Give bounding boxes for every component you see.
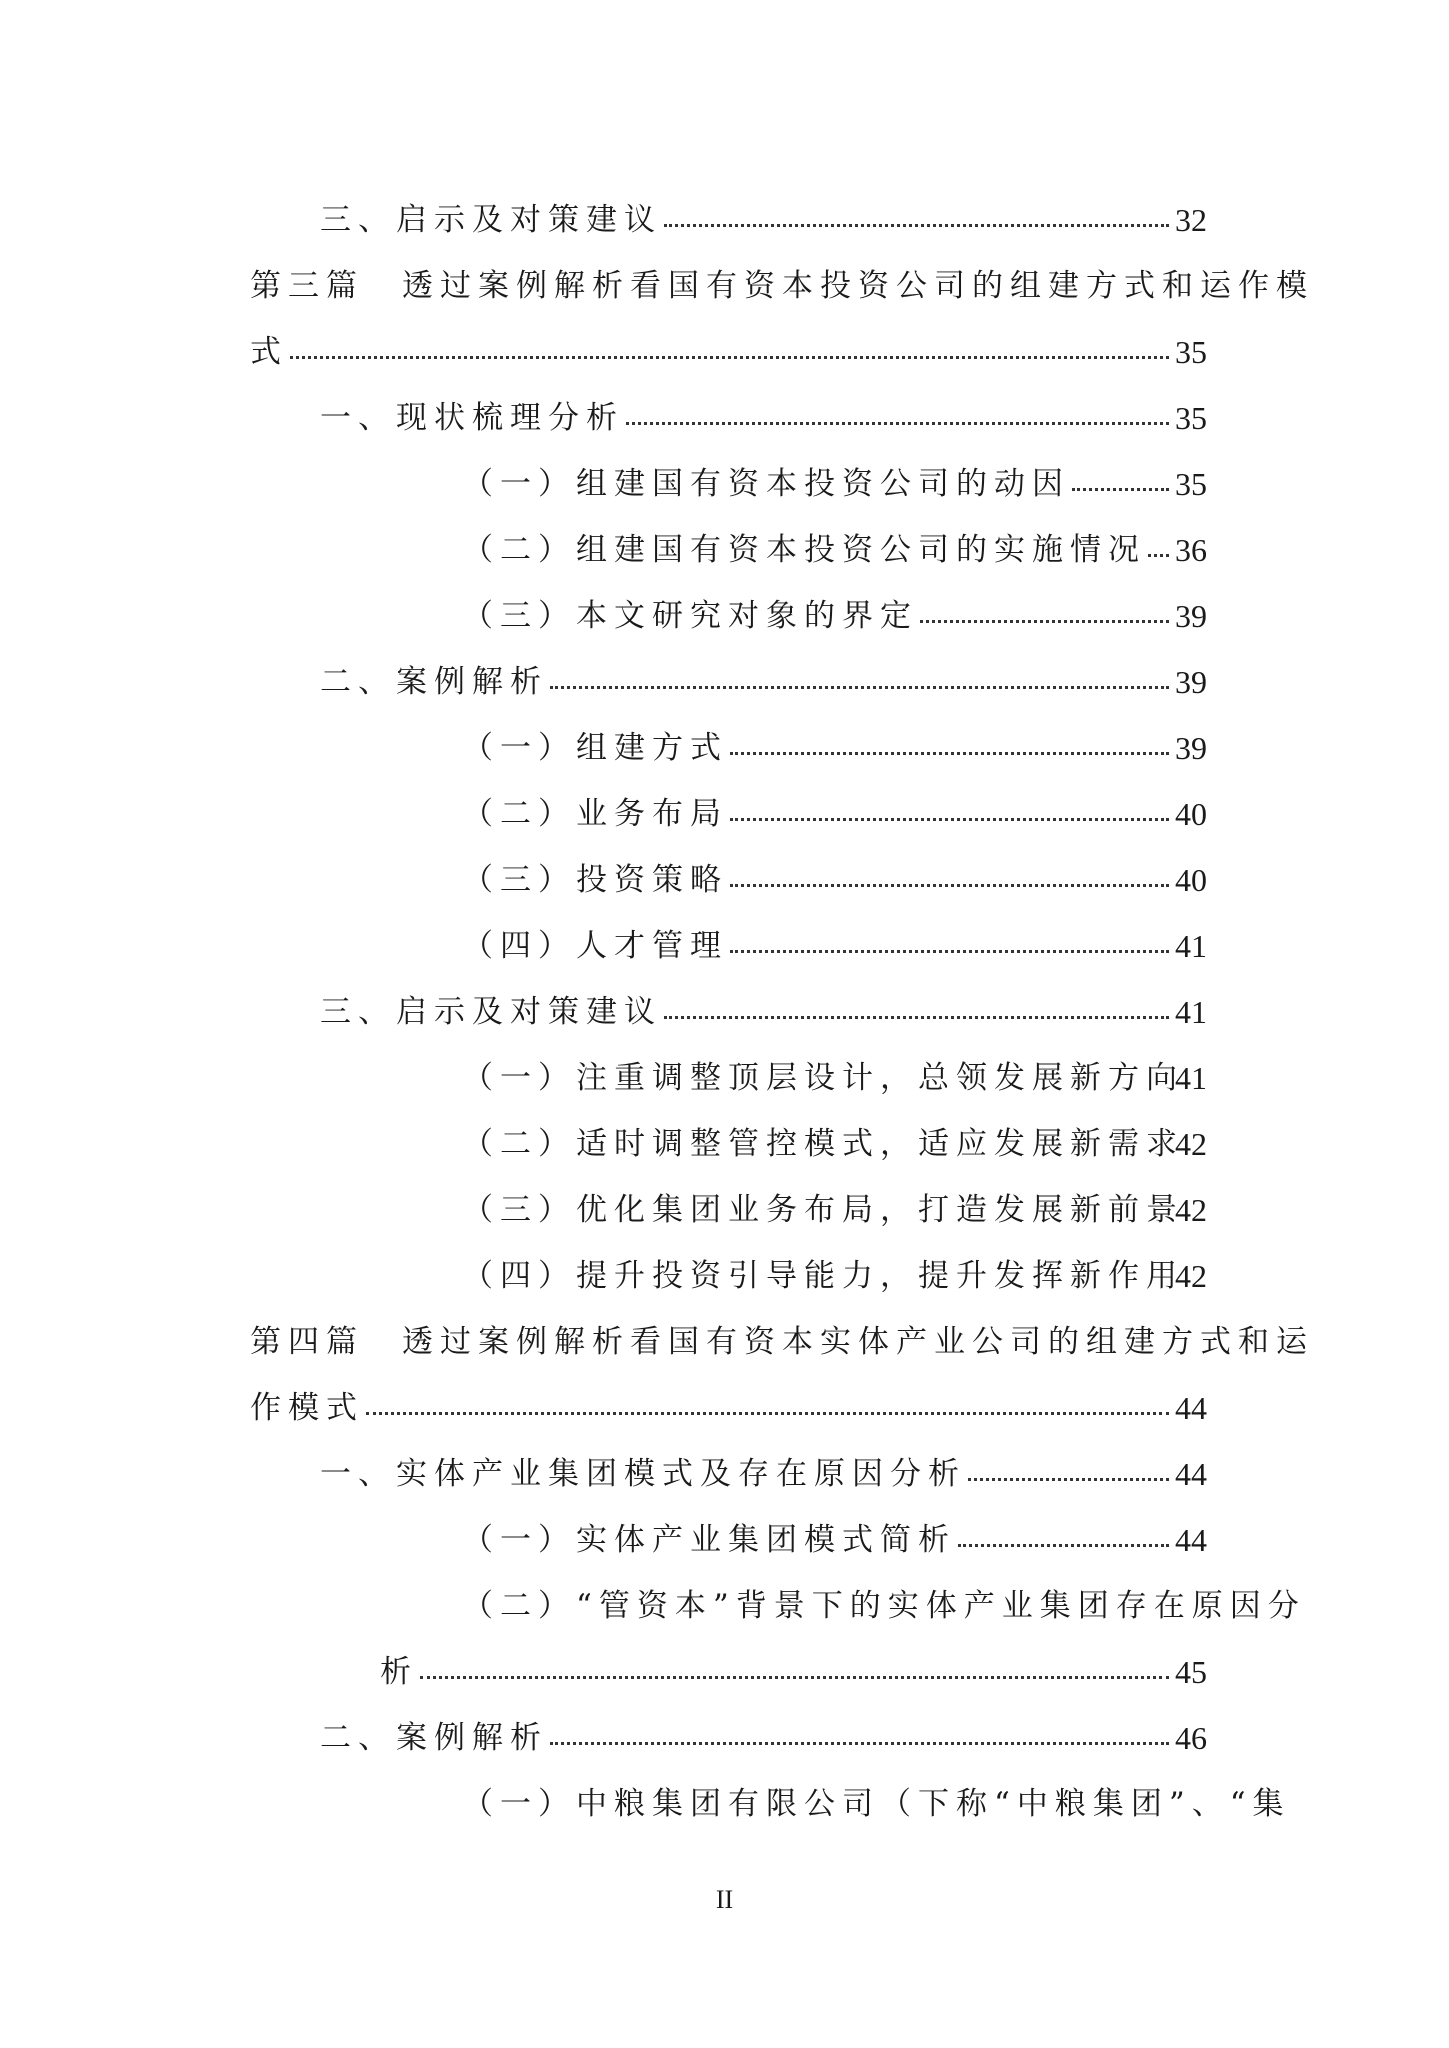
toc-page-number: 44 [1175, 1522, 1207, 1558]
toc-entry-title: （四）提升投资引导能力，提升发挥新作用 [462, 1258, 1184, 1294]
toc-dot-leader [550, 686, 1169, 689]
toc-entry[interactable] [0, 1642, 1449, 1702]
toc-entry[interactable] [0, 1180, 1449, 1240]
toc-entry-title: （二）适时调整管控模式，适应发展新需求 [462, 1126, 1184, 1162]
toc-entry[interactable] [0, 1312, 1449, 1372]
toc-entry-title: 二、案例解析 [320, 1720, 548, 1756]
toc-entry-title: 第四篇 透过案例解析看国有资本实体产业公司的组建方式和运 [250, 1324, 1314, 1360]
toc-page-number: 42 [1175, 1192, 1207, 1228]
toc-dot-leader [366, 1412, 1169, 1415]
toc-page-number: 40 [1175, 796, 1207, 832]
toc-dot-leader [664, 224, 1169, 227]
toc-dot-leader [1148, 554, 1169, 557]
toc-entry-title: （一）组建国有资本投资公司的动因 [462, 466, 1070, 502]
toc-entry[interactable] [0, 1114, 1449, 1174]
toc-dot-leader [626, 422, 1169, 425]
toc-page-number: 45 [1175, 1654, 1207, 1690]
toc-page-number: 36 [1175, 532, 1207, 568]
toc-entry-title: （四）人才管理 [462, 928, 728, 964]
toc-entry-title: （二）组建国有资本投资公司的实施情况 [462, 532, 1146, 568]
toc-page-number: 42 [1175, 1258, 1207, 1294]
toc-entry-title: 一、现状梳理分析 [320, 400, 624, 436]
toc-entry-title: （一）中粮集团有限公司（下称“中粮集团”、“集 [462, 1786, 1291, 1822]
toc-entry-title: 一、实体产业集团模式及存在原因分析 [320, 1456, 966, 1492]
toc-entry[interactable] [0, 916, 1449, 976]
toc-page-number: 46 [1175, 1720, 1207, 1756]
toc-entry[interactable] [0, 520, 1449, 580]
toc-entry[interactable] [0, 1048, 1449, 1108]
toc-page-number: 44 [1175, 1456, 1207, 1492]
toc-entry-title: 二、案例解析 [320, 664, 548, 700]
toc-entry[interactable] [0, 256, 1449, 316]
toc-entry[interactable] [0, 1444, 1449, 1504]
toc-entry-title: （二）“管资本”背景下的实体产业集团存在原因分 [462, 1588, 1306, 1624]
toc-entry-title: 三、启示及对策建议 [320, 994, 662, 1030]
toc-dot-leader [420, 1676, 1169, 1679]
toc-entry-title: （一）注重调整顶层设计，总领发展新方向 [462, 1060, 1184, 1096]
toc-page-number: 35 [1175, 400, 1207, 436]
toc-entry[interactable] [0, 850, 1449, 910]
toc-page-number: 32 [1175, 202, 1207, 238]
toc-page-number: 39 [1175, 598, 1207, 634]
page-number: II [715, 1885, 734, 1914]
toc-entry[interactable] [0, 1246, 1449, 1306]
toc-page-number: 41 [1175, 928, 1207, 964]
toc-page-number: 35 [1175, 466, 1207, 502]
toc-entry[interactable] [0, 1576, 1449, 1636]
toc-dot-leader [968, 1478, 1169, 1481]
toc-dot-leader [550, 1742, 1169, 1745]
toc-page-number: 39 [1175, 664, 1207, 700]
toc-entry-title: （一）组建方式 [462, 730, 728, 766]
toc-entry-title: （二）业务布局 [462, 796, 728, 832]
toc-page-number: 41 [1175, 994, 1207, 1030]
toc-dot-leader [730, 818, 1169, 821]
toc-entry[interactable] [0, 190, 1449, 250]
toc-entry-title: 式 [250, 334, 288, 370]
toc-page-number: 39 [1175, 730, 1207, 766]
toc-page-number: 40 [1175, 862, 1207, 898]
toc-entry[interactable] [0, 1510, 1449, 1570]
toc-dot-leader [730, 884, 1169, 887]
toc-entry[interactable] [0, 982, 1449, 1042]
toc-entry[interactable] [0, 322, 1449, 382]
toc-entry-title: 三、启示及对策建议 [320, 202, 662, 238]
toc-dot-leader [920, 620, 1169, 623]
toc-dot-leader [730, 752, 1169, 755]
toc-entry-title: 作模式 [250, 1390, 364, 1426]
toc-dot-leader [958, 1544, 1169, 1547]
toc-entry[interactable] [0, 1378, 1449, 1438]
toc-page-number: 35 [1175, 334, 1207, 370]
toc-page-number: 41 [1175, 1060, 1207, 1096]
toc-dot-leader [290, 356, 1169, 359]
toc-entry[interactable] [0, 388, 1449, 448]
toc-dot-leader [664, 1016, 1169, 1019]
toc-page-number: 42 [1175, 1126, 1207, 1162]
toc-page-number: 44 [1175, 1390, 1207, 1426]
toc-dot-leader [730, 950, 1169, 953]
toc-entry[interactable] [0, 586, 1449, 646]
toc-entry-title: （三）本文研究对象的界定 [462, 598, 918, 634]
toc-entry-title: （三）优化集团业务布局，打造发展新前景 [462, 1192, 1184, 1228]
toc-entry-title: 第三篇 透过案例解析看国有资本投资公司的组建方式和运作模 [250, 268, 1314, 304]
toc-entry[interactable] [0, 1708, 1449, 1768]
toc-entry-title: （一）实体产业集团模式简析 [462, 1522, 956, 1558]
toc-entry[interactable] [0, 784, 1449, 844]
toc-entry[interactable] [0, 718, 1449, 778]
toc-entry[interactable] [0, 1774, 1449, 1834]
toc-entry-title: 析 [380, 1654, 418, 1690]
toc-entry[interactable] [0, 652, 1449, 712]
toc-entry[interactable] [0, 454, 1449, 514]
toc-dot-leader [1072, 488, 1169, 491]
toc-entry-title: （三）投资策略 [462, 862, 728, 898]
